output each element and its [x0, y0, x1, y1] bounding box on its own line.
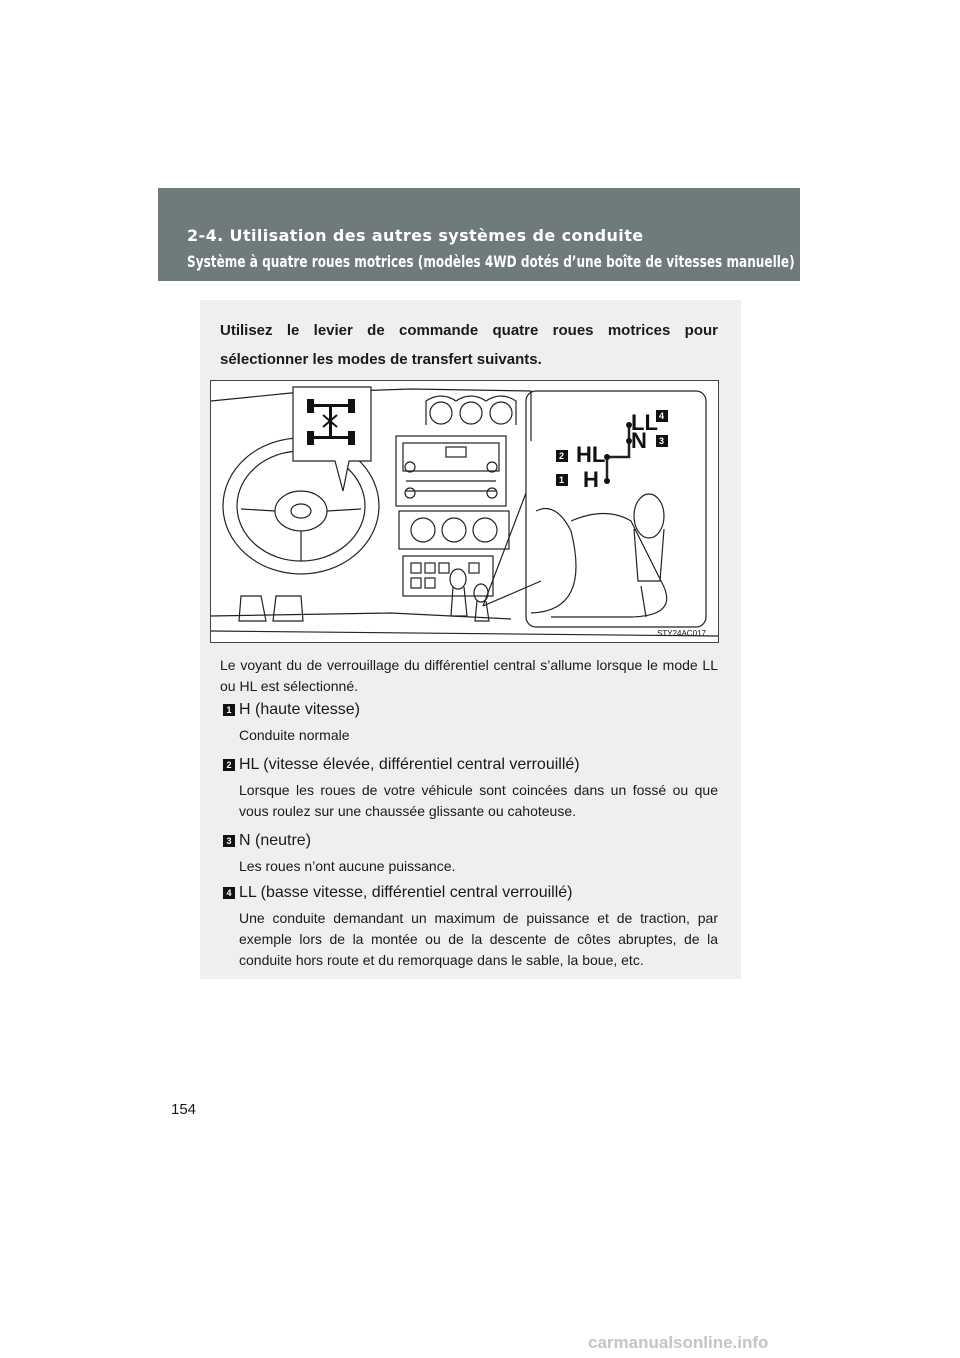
tag-1: 1 [559, 475, 565, 485]
item-title: LL (basse vitesse, différentiel central verrouillé) [239, 884, 573, 901]
section-title: 2-4. Utilisation des autres systèmes de conduite [187, 226, 644, 245]
label-hl: HL [576, 442, 606, 467]
item-title: H (haute vitesse) [239, 701, 360, 718]
item-number: 2 [223, 759, 235, 771]
intro-text: Utilisez le levier de commande quatre roues motrices pour sélectionner les modes de transfert suivants. [220, 322, 718, 368]
tag-3: 3 [659, 436, 665, 446]
watermark: carmanualsonline.info [588, 1333, 769, 1352]
item-number: 1 [223, 704, 235, 716]
label-n: N [631, 428, 647, 453]
page-number: 154 [171, 1101, 197, 1118]
section-subtitle: Système à quatre roues motrices (modèles 4WD dotés d’une boîte de vitesses manuelle) [187, 252, 795, 271]
indicator-note: Le voyant du de verrouillage du différentiel central s’allume lorsque le mode LL ou HL est sélectionné. [220, 657, 718, 694]
tag-2: 2 [559, 451, 565, 461]
item-desc: Les roues n’ont aucune puissance. [239, 858, 456, 874]
section-header [158, 188, 800, 281]
tag-4: 4 [659, 411, 665, 421]
item-desc: Conduite normale [239, 727, 350, 743]
content-panel [200, 300, 741, 979]
item-title: N (neutre) [239, 832, 312, 849]
item-number: 4 [223, 887, 235, 899]
label-ll: LL [631, 410, 658, 435]
dashboard-drawing [211, 381, 718, 642]
dashboard-illustration [210, 380, 719, 643]
item-desc: Une conduite demandant un maximum de puissance et de traction, par exemple lors de la montée ou de la descente de côtes abruptes, de la conduite hors route et du remorquage dans le sable, la boue, etc. [239, 910, 718, 968]
item-title: HL (vitesse élevée, différentiel central verrouillé) [239, 756, 580, 773]
label-h: H [583, 467, 599, 492]
item-number: 3 [223, 835, 235, 847]
item-desc: Lorsque les roues de votre véhicule sont coincées dans un fossé ou que vous roulez sur une chaussée glissante ou cahoteuse. [239, 782, 718, 819]
figure-code: STY24AC017 [657, 629, 706, 638]
